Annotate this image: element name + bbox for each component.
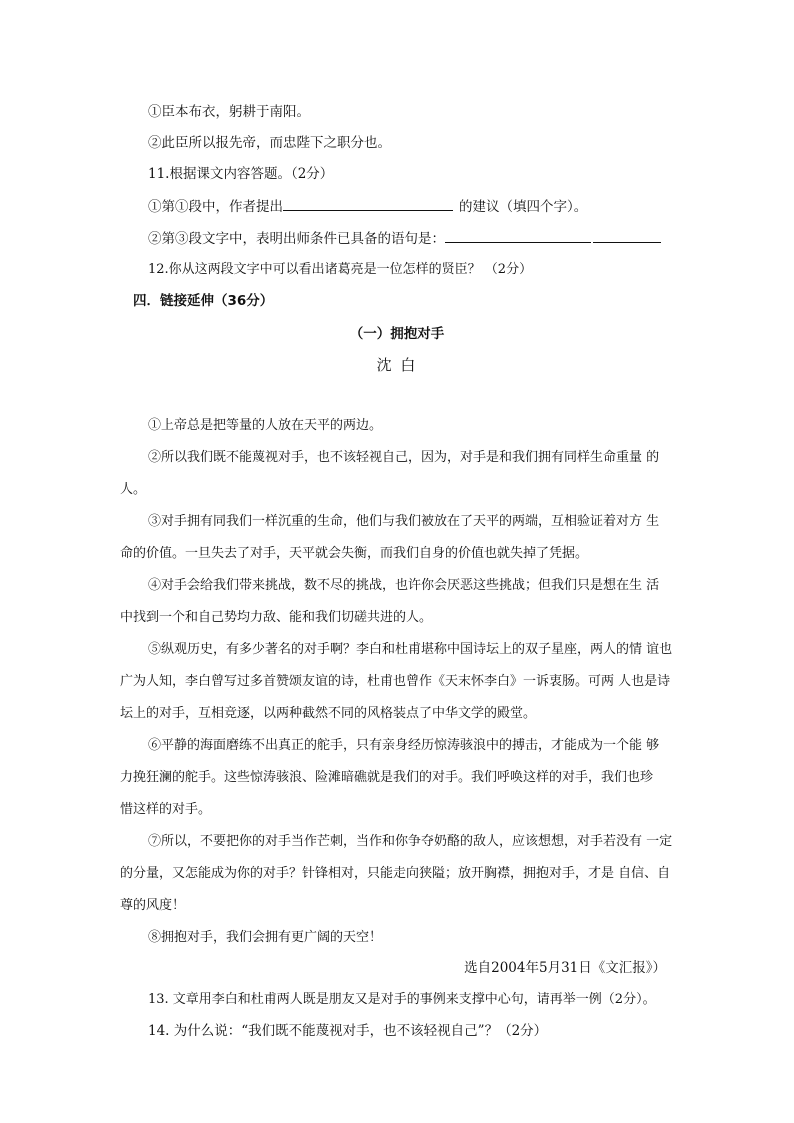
paragraph-line: 中找到一个和自己势均力敌、能和我们切磋共进的人。 <box>120 610 433 625</box>
question-14: 14. 为什么说：“我们既不能蔑视对手，也不该轻视自己”？（2分） <box>148 1023 548 1039</box>
paragraph-line: ①上帝总是把等量的人放在天平的两边。 <box>148 418 383 433</box>
article-author: 沈 白 <box>376 356 418 374</box>
paragraph-line: 人。 <box>120 482 147 497</box>
paragraph-line: 力挽狂澜的舵手。这些惊涛骇浪、险滩暗礁就是我们的对手。我们呼唤这样的对手，我们也珍 <box>120 770 654 785</box>
question-11-part-1 <box>148 198 587 215</box>
question-11-part-2 <box>148 230 661 247</box>
paragraph-line: 的分量，又怎能成为你的对手？针锋相对，只能走向狭隘；放开胸襟，拥抱对手，才是 自信、自 <box>120 866 671 881</box>
paragraph-line: 命的价值。一旦失去了对手，天平就会失衡，而我们自身的价值也就失掉了凭据。 <box>120 546 589 561</box>
answer-blank[interactable] <box>593 230 661 243</box>
question-text: 的建议（填四个字）。 <box>459 199 588 215</box>
paragraph-line: ④对手会给我们带来挑战，数不尽的挑战，也许你会厌恶这些挑战；但我们只是想在生 活 <box>148 578 660 593</box>
question-12: 12.你从这两段文字中可以看出诸葛亮是一位怎样的贤臣？ （2分） <box>148 262 533 277</box>
paragraph-line: ③对手拥有同我们一样沉重的生命，他们与我们被放在了天平的两端，互相验证着对方 生 <box>148 514 660 529</box>
question-11: 11.根据课文内容答题。（2分） <box>148 166 334 182</box>
text-line: ①臣本布衣，躬耕于南阳。 <box>148 104 310 120</box>
answer-blank[interactable] <box>445 230 591 243</box>
paragraph-line: 坛上的对手，互相竞逐，以两种截然不同的风格装点了中华文学的殿堂。 <box>120 706 537 721</box>
paragraph-line: ⑧拥抱对手，我们会拥有更广阔的天空！ <box>148 930 383 945</box>
paragraph-line: 尊的风度！ <box>120 898 186 913</box>
question-text: ②第③段文字中，表明出师条件已具备的语句是： <box>148 231 445 247</box>
question-13: 13. 文章用李白和杜甫两人既是朋友又是对手的事例来支撑中心句，请再举一例（2分）。 <box>148 992 656 1007</box>
paragraph-line: ⑥平静的海面磨练不出真正的舵手，只有亲身经历惊涛骇浪中的搏击，才能成为一个能 够 <box>148 738 660 753</box>
paragraph-line: 惜这样的对手。 <box>120 802 212 817</box>
article-title: （一）拥抱对手 <box>349 326 445 342</box>
paragraph-line: ⑤纵观历史，有多少著名的对手啊？李白和杜甫堪称中国诗坛上的双子星座，两人的情 谊也 <box>148 642 673 657</box>
paragraph-line: 广为人知，李白曾写过多首赞颂友谊的诗，杜甫也曾作《天末怀李白》一诉衷肠。可两 人也是诗 <box>120 674 671 689</box>
source-citation: 选自2004年5月31日《文汇报》） <box>464 960 666 976</box>
text-line: ②此臣所以报先帝，而忠陛下之职分也。 <box>148 135 391 151</box>
section-heading: 四．链接延伸（36分） <box>133 293 274 309</box>
answer-blank[interactable] <box>283 198 453 211</box>
paragraph-line: ②所以我们既不能蔑视对手，也不该轻视自己，因为，对手是和我们拥有同样生命重量 的 <box>148 450 660 465</box>
paragraph-line: ⑦所以，不要把你的对手当作芒刺，当作和你争夺奶酪的敌人，应该想想，对手若没有 一定 <box>148 834 673 849</box>
question-text: ①第①段中，作者提出 <box>148 199 283 215</box>
